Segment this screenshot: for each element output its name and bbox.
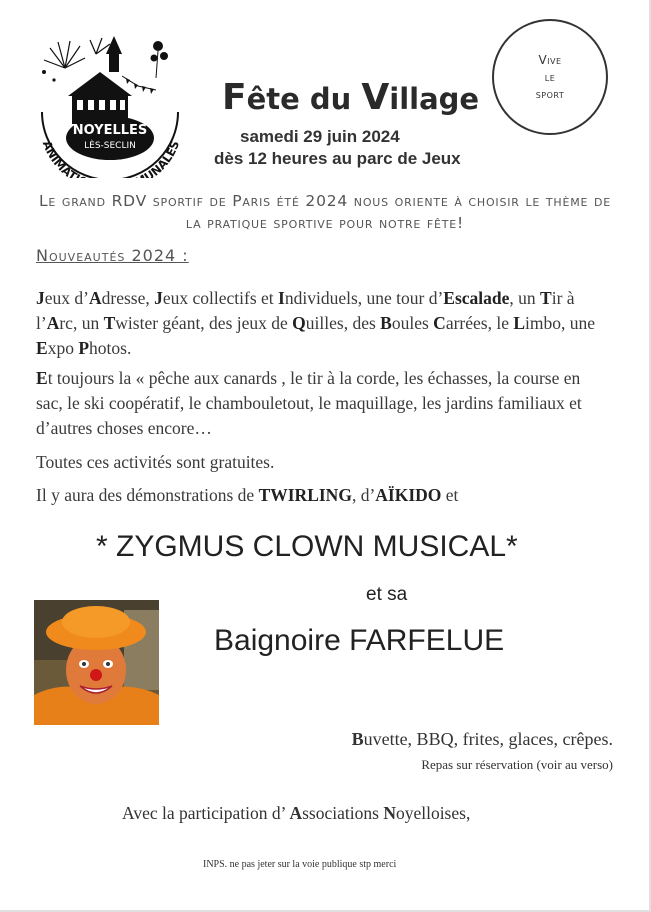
event-time: dès 12 heures au parc de Jeux <box>214 149 461 168</box>
page-title: Fête du Village <box>222 77 480 118</box>
activities-paragraph: Jeux d’Adresse, Jeux collectifs et Individuels, une tour d’Escalade, un Tir à l’Arc, un Twister géant, des jeux de Quilles, des Boules Carrées, le Limbo, une Expo Photos. <box>36 288 596 358</box>
clown-photo <box>34 600 159 725</box>
event-date: samedi 29 juin 2024 <box>240 127 400 146</box>
demonstrations-text: Il y aura des démonstrations de TWIRLING, d’AÏKIDO et <box>36 485 459 505</box>
baignoire-headline: Baignoire FARFELUE <box>214 624 505 657</box>
logo-arc-text: ANIMAT UNALES <box>39 138 183 178</box>
free-activities-text: Toutes ces activités sont gratuites. <box>36 452 275 472</box>
noyelles-logo <box>30 28 190 178</box>
et-sa-text: et sa <box>366 584 408 605</box>
footer-note: INPS. ne pas jeter sur la voie publique stp merci <box>203 859 397 870</box>
buvette-text: Buvette, BBQ, frites, glaces, crêpes. <box>351 729 613 749</box>
nouveautes-heading: Nouveautés 2024 : <box>36 246 189 265</box>
logo-line2: LÈS-SECLIN <box>84 141 136 151</box>
traditions-paragraph: Et toujours la « pêche aux canards , le tir à la corde, les échasses, la course en sac, le ski coopératif, le chambouletout, le maquillage, les jardins familiaux et d’autres choses encore… <box>36 368 582 438</box>
badge-line: le <box>544 69 556 84</box>
badge-line: sport <box>535 86 565 101</box>
repas-text: Repas sur réservation (voir au verso) <box>421 757 613 772</box>
zygmus-headline: * ZYGMUS CLOWN MUSICAL* <box>96 530 518 563</box>
participation-text: Avec la participation d’ Associations Noyelloises, <box>122 803 471 823</box>
vive-le-sport-badge <box>492 19 608 135</box>
badge-line: Vive <box>538 52 562 67</box>
intro-text: Le grand RDV sportif de Paris été 2024 nous oriente à choisir le thème de la pratique sportive pour notre fête! <box>38 192 612 232</box>
logo-line1: NOYELLES <box>72 123 148 138</box>
